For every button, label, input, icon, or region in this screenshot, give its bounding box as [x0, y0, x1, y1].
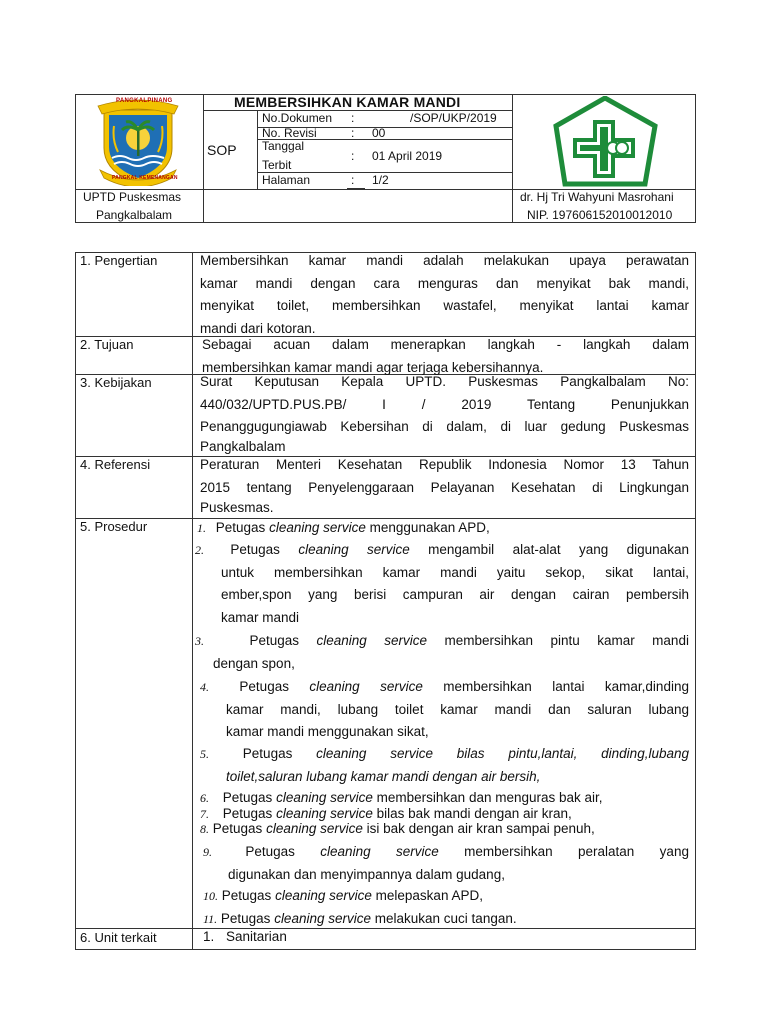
procedure-step — [203, 885, 689, 908]
procedure-step — [200, 806, 689, 822]
step-pre: Petugas — [222, 806, 273, 821]
text-line: Sebagai acuan dalam menerapkan langkah - langkah dalam — [202, 337, 689, 352]
step-number: 3. — [195, 634, 204, 648]
step-role: cleaning service — [316, 633, 427, 648]
procedure-step — [195, 539, 689, 629]
step-role: cleaning service — [276, 806, 373, 821]
field-value: 00 — [372, 126, 386, 140]
text-line: mandi dari kotoran. — [200, 320, 316, 336]
procedure-step — [195, 630, 689, 675]
row-label: 4. Referensi — [80, 457, 151, 472]
field-colon: : — [351, 126, 355, 140]
step-role: cleaning service — [274, 911, 371, 926]
step-number: 10. — [203, 889, 218, 903]
step-continuation: digunakan dan menyimpannya dalam gudang, — [228, 866, 505, 882]
step-continuation: kamar mandi — [221, 609, 300, 625]
field-colon: : — [351, 173, 355, 187]
step-role: cleaning service — [316, 746, 433, 761]
field-colon: : — [351, 149, 355, 163]
unit-value: Sanitarian — [226, 929, 287, 944]
logo-bottom-text: PANGKAL KEMENANGAN — [112, 175, 178, 181]
step-pre: Petugas — [221, 888, 272, 903]
signer-nip: NIP. 197606152010012010 — [527, 208, 673, 222]
step-pre: Petugas — [239, 679, 289, 694]
text-line: menyikat toilet, membersihkan wastafel, menyikat lantai kamar — [200, 298, 689, 313]
procedure-step — [200, 790, 689, 806]
field-colon: : — [351, 111, 355, 125]
text-line: membersihkan kamar mandi agar terjaga kebersihannya. — [202, 359, 544, 375]
row-label: 1. Pengertian — [80, 253, 158, 268]
step-post: membersihkan peralatan yang — [464, 844, 689, 859]
step-continuation: toilet,saluran lubang kamar mandi dengan air bersih, — [226, 768, 541, 784]
row-label: 6. Unit terkait — [80, 930, 157, 945]
row-label: 2. Tujuan — [80, 337, 134, 352]
step-post: membersihkan dan menguras bak air, — [376, 790, 603, 805]
signer-name: dr. Hj Tri Wahyuni Masrohani — [520, 190, 674, 204]
step-number: 9. — [203, 845, 212, 859]
step-post: bilas pintu,lantai, dinding,lubang — [456, 746, 689, 761]
step-pre: Petugas — [212, 821, 263, 836]
step-post: mengambil alat-alat yang digunakan — [428, 542, 689, 557]
step-continuation: dengan spon, — [213, 655, 295, 671]
step-number: 2. — [195, 543, 204, 557]
step-continuation: kamar mandi menggunakan sikat, — [226, 724, 429, 739]
step-pre: Petugas — [230, 542, 280, 557]
step-number: 6. — [200, 791, 209, 805]
step-pre: Petugas — [222, 790, 273, 805]
document-title: MEMBERSIHKAN KAMAR MANDI — [234, 94, 461, 110]
row-text — [203, 928, 287, 946]
text-line: Penanggugungiawab Kebersihan di dalam, di luar gedung Puskesmas — [200, 419, 689, 434]
procedure-step — [200, 743, 689, 788]
step-post: melakukan cuci tangan. — [374, 911, 517, 926]
step-continuation: ember,spon yang berisi campuran air dengan cairan pembersih — [221, 587, 689, 602]
step-role: cleaning service — [266, 821, 363, 836]
step-role: cleaning service — [275, 888, 372, 903]
step-role: cleaning service — [309, 679, 423, 694]
unit-number: 1. — [203, 929, 215, 944]
field-label: No.Dokumen — [262, 111, 333, 125]
step-number: 4. — [200, 680, 209, 694]
step-number: 1. — [197, 521, 206, 535]
step-post: membersihkan pintu kamar mandi — [444, 633, 689, 648]
step-pre: Petugas — [215, 520, 266, 535]
logo-top-text: PANGKALPINANG — [116, 98, 173, 104]
step-pre: Petugas — [249, 633, 300, 648]
row-text — [200, 454, 689, 516]
procedure-step — [203, 841, 689, 886]
step-post: bilas bak mandi dengan air kran, — [376, 806, 572, 821]
row-label: 5. Prosedur — [80, 519, 148, 534]
field-value: /SOP/UKP/2019 — [410, 111, 497, 125]
step-role: cleaning service — [320, 844, 439, 859]
procedure-step — [200, 821, 689, 837]
text-line: Surat Keputusan Kepala UPTD. Puskesmas Pangkalbalam No: — [200, 374, 689, 389]
field-label: Halaman — [262, 173, 311, 187]
step-role: cleaning service — [276, 790, 373, 805]
field-label: Tanggal — [262, 139, 305, 153]
row-label: 3. Kebijakan — [80, 375, 152, 390]
step-number: 8. — [200, 822, 209, 836]
text-line: Puskesmas. — [200, 500, 274, 515]
text-line: 2015 tentang Penyelenggaraan Pelayanan Kesehatan di Lingkungan — [200, 479, 689, 495]
text-line: 440/032/UPTD.PUS.PB/ I / 2019 Tentang Penunjukkan — [200, 396, 689, 412]
step-role: cleaning service — [298, 542, 410, 557]
step-number: 7. — [200, 807, 209, 821]
field-value: 01 April 2019 — [372, 149, 443, 163]
procedure-step — [203, 909, 689, 929]
step-pre: Petugas — [242, 746, 293, 761]
sop-label: SOP — [207, 142, 237, 158]
procedure-step — [200, 676, 689, 744]
text-line: Pangkalbalam — [200, 438, 286, 454]
step-post: membersihkan lantai kamar,dinding — [443, 679, 689, 694]
city-logo — [92, 96, 184, 186]
step-post: isi bak dengan air kran sampai penuh, — [366, 821, 595, 836]
field-label: No. Revisi — [262, 126, 317, 140]
procedure-step — [197, 517, 687, 540]
field-value: 1/2 — [372, 173, 389, 187]
row-text — [200, 250, 689, 340]
step-number: 5. — [200, 747, 209, 761]
text-line: Peraturan Menteri Kesehatan Republik Indonesia Nomor 13 Tahun — [200, 457, 689, 472]
step-post: melepaskan APD, — [375, 888, 483, 903]
step-post: menggunakan APD, — [369, 520, 490, 535]
step-continuation: kamar mandi, lubang toilet kamar mandi dan saluran lubang — [226, 701, 689, 717]
row-text — [200, 371, 689, 455]
step-continuation: untuk membersihkan kamar mandi yaitu sekop, sikat lantai, — [221, 564, 689, 580]
text-line: kamar mandi dengan cara menguras dan menyikat bak mandi, — [200, 275, 689, 291]
org-name-line-1: UPTD Puskesmas — [83, 190, 182, 204]
puskesmas-emblem — [553, 96, 658, 188]
step-pre: Petugas — [220, 911, 271, 926]
step-pre: Petugas — [245, 844, 295, 859]
step-number: 11. — [203, 912, 218, 926]
field-label: Terbit — [262, 158, 292, 172]
text-line: Membersihkan kamar mandi adalah melakukan upaya perawatan — [200, 253, 689, 268]
step-role: cleaning service — [269, 520, 366, 535]
org-name-line-2: Pangkalbalam — [96, 208, 173, 222]
